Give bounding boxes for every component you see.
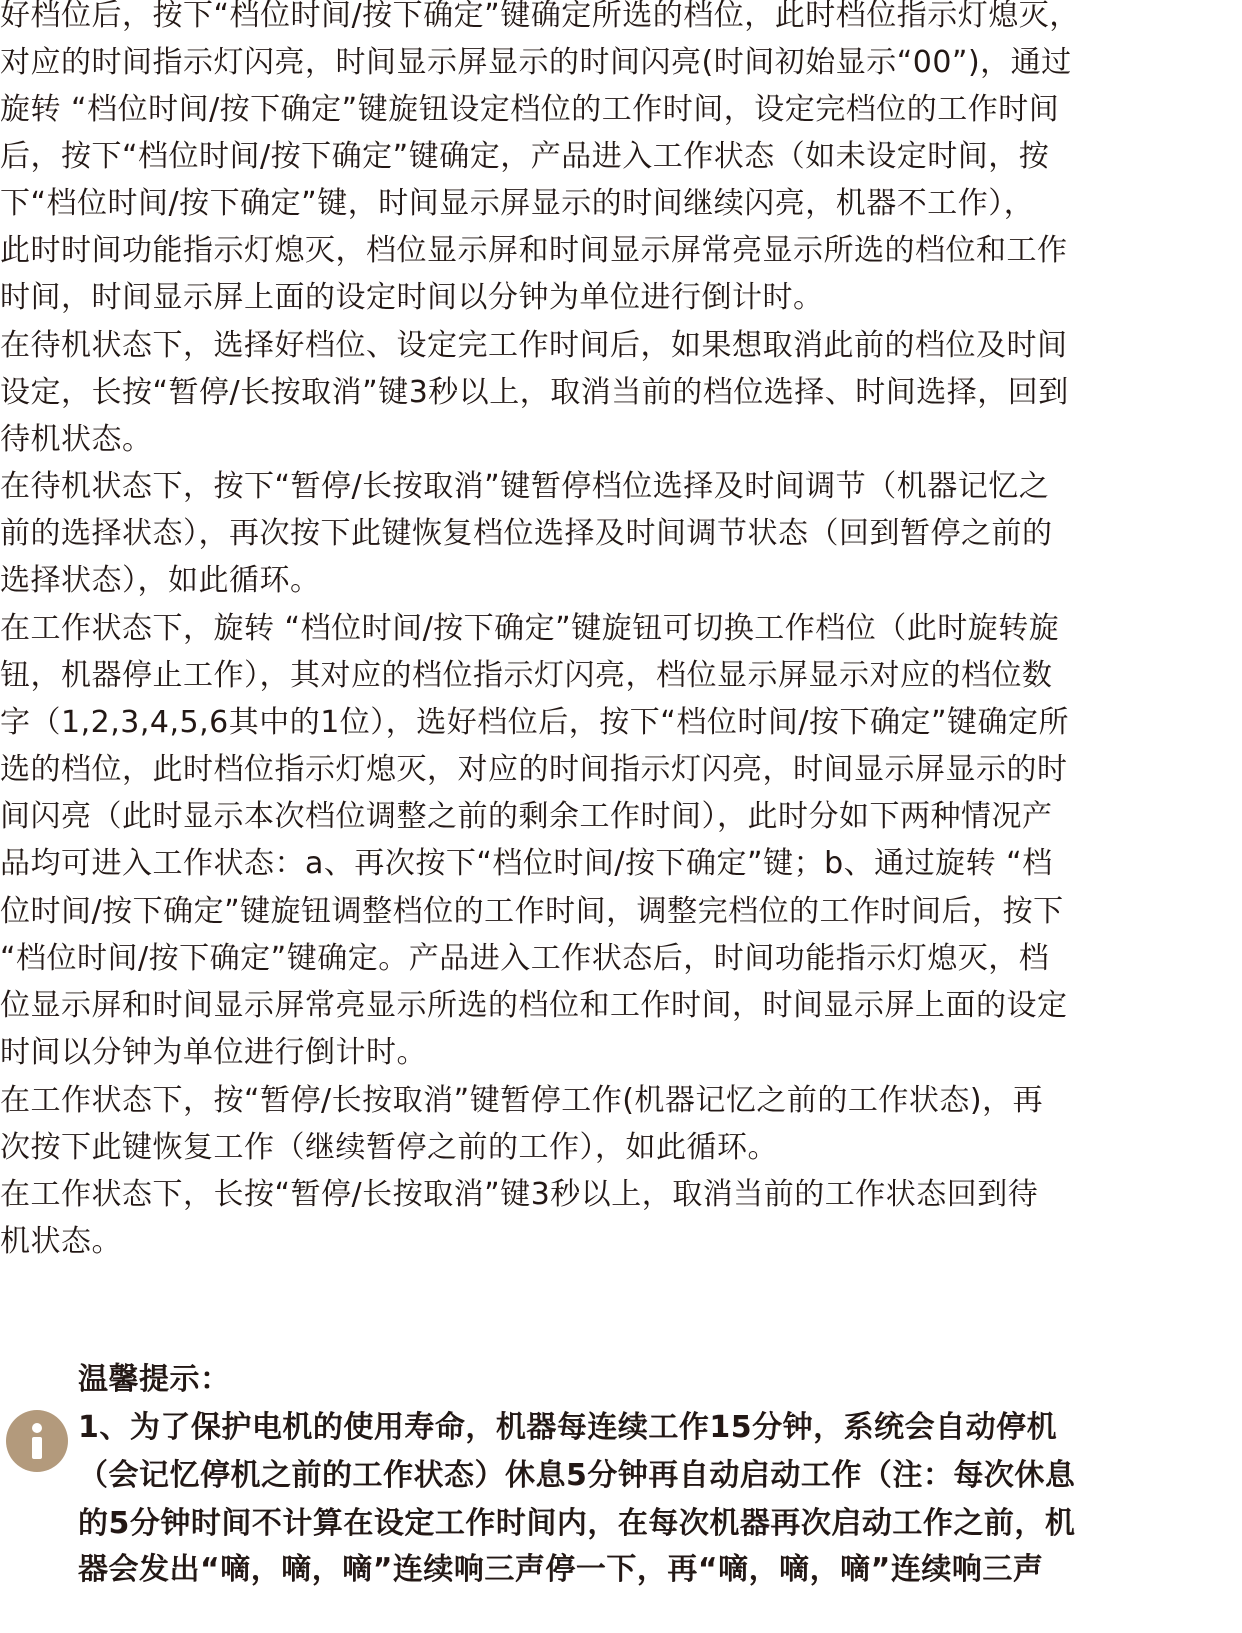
manual-line: “档位时间/按下确定”键确定。产品进入工作状态后，时间功能指示灯熄灭，档 [0, 941, 1050, 976]
manual-line: 在工作状态下，按“暂停/长按取消”键暂停工作(机器记忆之前的工作状态)，再 [0, 1083, 1044, 1118]
manual-line: 此时时间功能指示灯熄灭，档位显示屏和时间显示屏常亮显示所选的档位和工作 [0, 233, 1068, 268]
manual-line: 次按下此键恢复工作（继续暂停之前的工作），如此循环。 [0, 1130, 778, 1165]
manual-line: 间闪亮（此时显示本次档位调整之前的剩余工作时间），此时分如下两种情况产 [0, 799, 1053, 834]
manual-line: 选的档位，此时档位指示灯熄灭，对应的时间指示灯闪亮，时间显示屏显示的时 [0, 752, 1068, 787]
manual-line: 对应的时间指示灯闪亮，时间显示屏显示的时间闪亮(时间初始显示“00”)，通过 [0, 45, 1072, 80]
manual-line: 位显示屏和时间显示屏常亮显示所选的档位和工作时间，时间显示屏上面的设定 [0, 988, 1068, 1023]
manual-line: 字（1,2,3,4,5,6其中的1位），选好档位后，按下“档位时间/按下确定”键确定所 [0, 705, 1069, 740]
manual-line: 设定，长按“暂停/长按取消”键3秒以上，取消当前的档位选择、时间选择，回到 [0, 375, 1069, 410]
manual-line: 旋转 “档位时间/按下确定”键旋钮设定档位的工作时间，设定完档位的工作时间 [0, 92, 1060, 127]
tip-line: 器会发出“嘀，嘀，嘀”连续响三声停一下，再“嘀，嘀，嘀”连续响三声 [78, 1552, 1044, 1587]
manual-line: 钮，机器停止工作），其对应的档位指示灯闪亮，档位显示屏显示对应的档位数 [0, 658, 1053, 693]
manual-line: 在待机状态下，按下“暂停/长按取消”键暂停档位选择及时间调节（机器记忆之 [0, 469, 1050, 504]
manual-line: 机状态。 [0, 1224, 122, 1259]
manual-line: 前的选择状态），再次按下此键恢复档位选择及时间调节状态（回到暂停之前的 [0, 516, 1053, 551]
manual-line: 位时间/按下确定”键旋钮调整档位的工作时间，调整完档位的工作时间后，按下 [0, 894, 1064, 929]
tip-line: （会记忆停机之前的工作状态）休息5分钟再自动启动工作（注：每次休息 [78, 1458, 1076, 1493]
manual-line: 好档位后，按下“档位时间/按下确定”键确定所选的档位，此时档位指示灯熄灭， [0, 0, 1080, 33]
manual-line: 选择状态），如此循环。 [0, 563, 321, 598]
tip-line: 1、为了保护电机的使用寿命，机器每连续工作15分钟，系统会自动停机 [78, 1410, 1058, 1445]
manual-line: 后，按下“档位时间/按下确定”键确定，产品进入工作状态（如未设定时间，按 [0, 139, 1050, 174]
manual-line: 时间以分钟为单位进行倒计时。 [0, 1035, 427, 1070]
tip-line: 的5分钟时间不计算在设定工作时间内，在每次机器再次启动工作之前，机 [78, 1506, 1076, 1541]
manual-line: 在待机状态下，选择好档位、设定完工作时间后，如果想取消此前的档位及时间 [0, 328, 1068, 363]
manual-line: 品均可进入工作状态：a、再次按下“档位时间/按下确定”键；b、通过旋转 “档 [0, 846, 1053, 881]
info-icon [6, 1410, 68, 1472]
manual-line: 时间，时间显示屏上面的设定时间以分钟为单位进行倒计时。 [0, 280, 824, 315]
tip-title: 温馨提示： [78, 1362, 231, 1397]
manual-line: 在工作状态下，旋转 “档位时间/按下确定”键旋钮可切换工作档位（此时旋转旋 [0, 611, 1060, 646]
manual-line: 下“档位时间/按下确定”键，时间显示屏显示的时间继续闪亮，机器不工作）， [0, 186, 1035, 221]
manual-line: 在工作状态下，长按“暂停/长按取消”键3秒以上，取消当前的工作状态回到待 [0, 1177, 1039, 1212]
manual-line: 待机状态。 [0, 422, 153, 457]
